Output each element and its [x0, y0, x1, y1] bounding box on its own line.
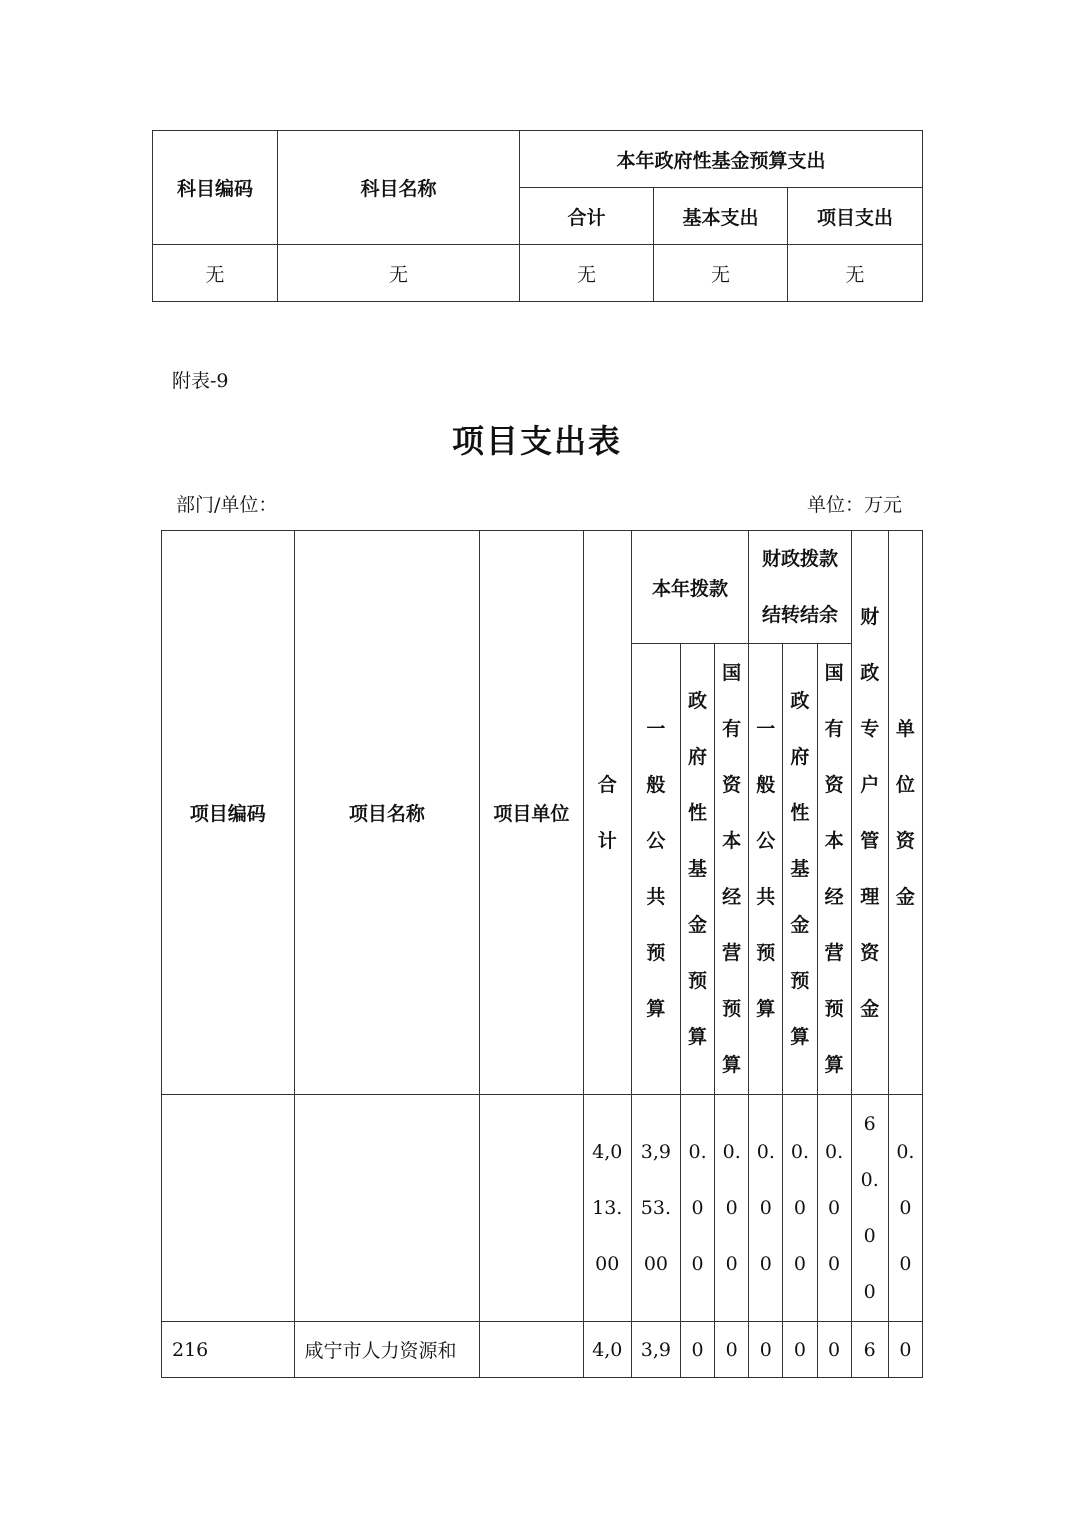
header-total: 合计 [520, 188, 654, 245]
cell-general-public-carryover: 0.00 [749, 1095, 783, 1322]
header-project-expenditure: 项目支出 [788, 188, 923, 245]
cell-state-capital: 0 [715, 1322, 749, 1378]
table-row [153, 245, 923, 302]
table-row [162, 1322, 923, 1378]
cell-state-capital-carryover: 0.00 [817, 1095, 851, 1322]
header-subject-name: 科目名称 [278, 131, 520, 245]
header-general-public-budget-carryover: 一般公共预算 [749, 644, 783, 1095]
cell: 无 [788, 245, 923, 302]
project-expenditure-table [161, 530, 923, 1378]
annex-label: 附表-9 [172, 370, 229, 392]
cell-general-public-carryover: 0 [749, 1322, 783, 1378]
header-gov-fund-budget-carryover: 政府性基金预算 [783, 644, 817, 1095]
header-project-name: 项目名称 [294, 531, 480, 1095]
header-gov-fund-budget: 政府性基金预算 [681, 644, 715, 1095]
cell-state-capital: 0.00 [715, 1095, 749, 1322]
cell: 无 [278, 245, 520, 302]
header-state-capital-budget: 国有资本经营预算 [715, 644, 749, 1095]
cell-name [294, 1095, 480, 1322]
cell-code: 216 [162, 1322, 295, 1378]
cell-unit-funds: 0.00 [888, 1095, 922, 1322]
header-basic-expenditure: 基本支出 [654, 188, 788, 245]
header-current-year-group: 本年拨款 [631, 531, 748, 644]
cell-gov-fund: 0 [681, 1322, 715, 1378]
header-unit-funds: 单位资金 [888, 531, 922, 1095]
header-general-public-budget: 一般公共预算 [631, 644, 680, 1095]
cell-state-capital-carryover: 0 [817, 1322, 851, 1378]
header-special-account: 财政专户管理资金 [851, 531, 888, 1095]
header-project-unit: 项目单位 [480, 531, 583, 1095]
header-total: 合计 [583, 531, 631, 1095]
cell-general-public: 3,953.00 [631, 1095, 680, 1322]
page-title: 项目支出表 [451, 422, 622, 460]
cell-unit [480, 1095, 583, 1322]
cell-gov-fund-carryover: 0.00 [783, 1095, 817, 1322]
cell-gov-fund: 0.00 [681, 1095, 715, 1322]
department-label: 部门/单位： [176, 494, 278, 516]
table-row [162, 1095, 923, 1322]
cell: 无 [153, 245, 278, 302]
header-project-code: 项目编码 [162, 531, 295, 1095]
cell-total: 4,013.00 [583, 1095, 631, 1322]
cell-gov-fund-carryover: 0 [783, 1322, 817, 1378]
cell-unit [480, 1322, 583, 1378]
cell: 无 [654, 245, 788, 302]
cell-special-account: 6 [851, 1322, 888, 1378]
header-state-capital-budget-carryover: 国有资本经营预算 [817, 644, 851, 1095]
header-subject-code: 科目编码 [153, 131, 278, 245]
cell-general-public: 3,9 [631, 1322, 680, 1378]
cell: 无 [520, 245, 654, 302]
cell-total: 4,0 [583, 1322, 631, 1378]
cell-name: 咸宁市人力资源和 [294, 1322, 480, 1378]
header-carryover-group: 财政拨款结转结余 [749, 531, 851, 644]
header-gov-fund-group: 本年政府性基金预算支出 [520, 131, 923, 188]
cell-code [162, 1095, 295, 1322]
gov-fund-expenditure-table [152, 130, 923, 302]
cell-unit-funds: 0 [888, 1322, 922, 1378]
unit-label: 单位：万元 [806, 494, 902, 516]
cell-special-account: 60.00 [851, 1095, 888, 1322]
